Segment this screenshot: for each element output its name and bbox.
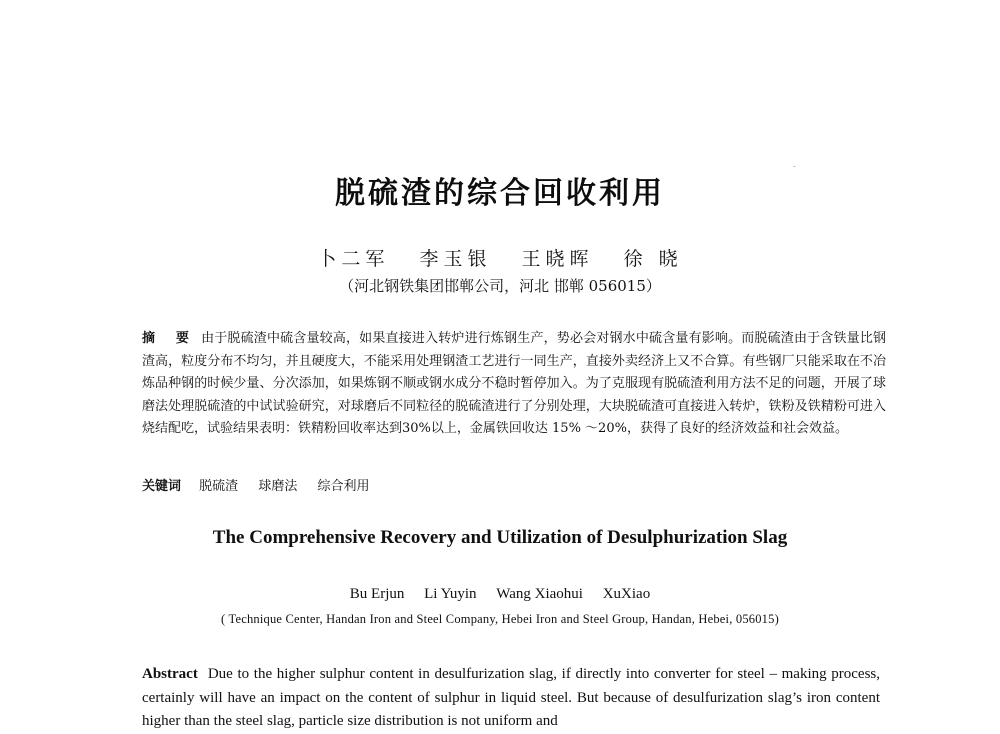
english-abstract bbox=[142, 663, 880, 734]
author-cn-2: 李玉银 bbox=[419, 248, 492, 270]
english-abstract-label: Abstract bbox=[142, 666, 198, 682]
author-en-2: Li Yuyin bbox=[424, 586, 477, 602]
keywords-label: 关键词 bbox=[142, 479, 182, 494]
english-authors bbox=[0, 586, 1000, 603]
keyword-3: 综合利用 bbox=[317, 479, 370, 494]
author-en-3: Wang Xiaohui bbox=[496, 586, 583, 602]
english-abstract-text: Due to the higher sulphur content in desulfurization slag, if directly into converter for steel – making process, certainly will have an impact on the content of sulphur in liquid steel. But because of desulfurization slag’s iron content higher than the steel slag, particle size distribution is not uniform and bbox=[142, 666, 880, 729]
author-cn-4: 徐 晓 bbox=[623, 248, 683, 270]
chinese-abstract-text: 由于脱硫渣中硫含量较高，如果直接进入转炉进行炼钢生产，势必会对钢水中硫含量有影响。而脱硫渣由于含铁量比钢渣高，粒度分布不均匀，并且硬度大，不能采用处理钢渣工艺进行一同生产，直接外卖经济上又不合算。有些钢厂只能采取在不冶炼品种钢的时候少量、分次添加，如果炼钢不顺或钢水成分不稳时暂停加入。为了克服现有脱硫渣利用方法不足的问题，开展了球磨法处理脱硫渣的中试试验研究，对球磨后不同粒径的脱硫渣进行了分别处理，大块脱硫渣可直接进入转炉，铁粉及铁精粉可进入烧结配吃，试验结果表明：铁精粉回收率达到30%以上，金属铁回收达 15% ～20%，获得了良好的经济效益和社会效益。 bbox=[142, 331, 886, 436]
chinese-keywords bbox=[142, 475, 886, 494]
keyword-2: 球磨法 bbox=[258, 479, 298, 494]
author-en-1: Bu Erjun bbox=[349, 586, 405, 602]
scan-speck bbox=[793, 166, 796, 167]
chinese-title: 脱硫渣的综合回收利用 bbox=[335, 176, 665, 211]
keyword-1: 脱硫渣 bbox=[199, 479, 239, 494]
author-en-4: XuXiao bbox=[602, 586, 651, 602]
chinese-abstract-label: 摘 要 bbox=[142, 331, 198, 346]
english-title: The Comprehensive Recovery and Utilization of Desulphurization Slag bbox=[212, 527, 788, 548]
chinese-authors bbox=[0, 244, 1000, 271]
chinese-affiliation: （河北钢铁集团邯郸公司，河北 邯郸 056015） bbox=[339, 277, 661, 295]
chinese-abstract bbox=[142, 328, 886, 441]
english-affiliation: ( Technique Center, Handan Iron and Steel Company, Hebei Iron and Steel Group, Handan, Hebei, 056015) bbox=[221, 612, 779, 626]
author-cn-1: 卜二军 bbox=[317, 248, 390, 270]
author-cn-3: 王晓晖 bbox=[521, 248, 594, 270]
